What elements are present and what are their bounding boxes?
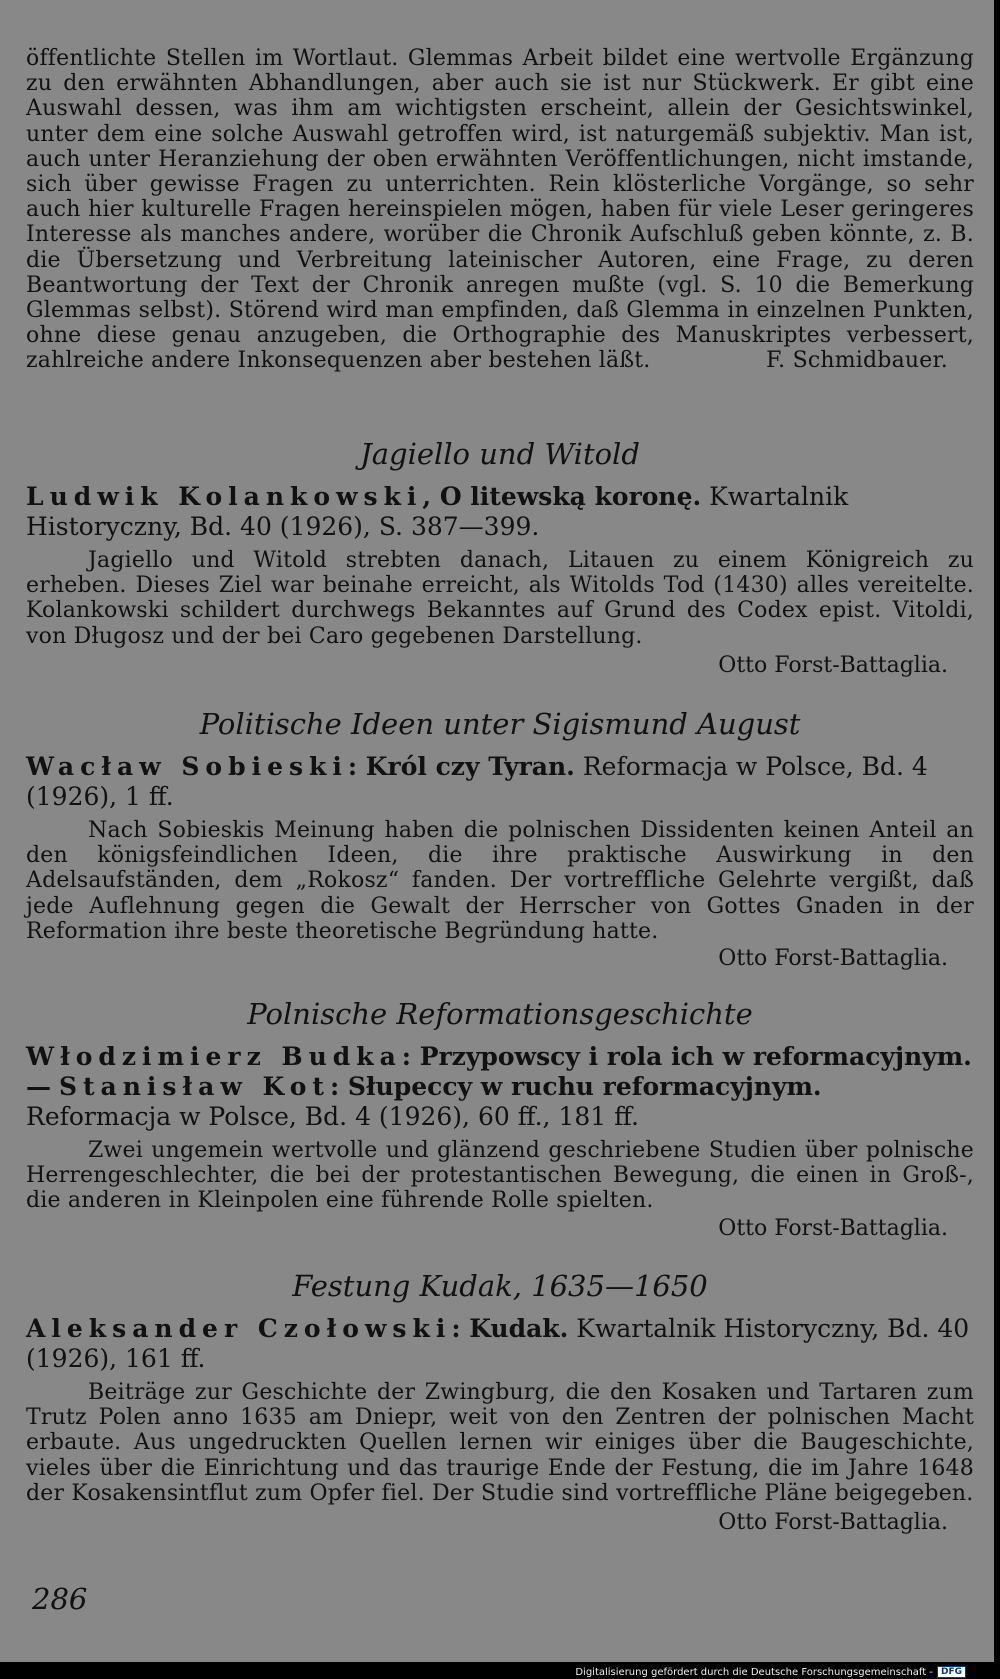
bibliographic-entry [26,1042,974,1132]
entry-source: Kwartalnik Historyczny, Bd. 40 (1926), 161 ff. [26,1314,970,1373]
review-section [26,706,974,971]
entry-title: : Król czy Tyran. [347,752,575,781]
entry-title: : Przypowscy i rola ich w reformacyjnym. — [26,1042,972,1101]
entry-title-2: : Słupeccy w ruchu reformacyjnym. [329,1072,822,1101]
dfg-logo: DFG [937,1666,966,1678]
review-body: Beiträge zur Geschichte der Zwingburg, die den Kosaken und Tartaren zum Trutz Polen anno 1635 am Dniepr, weit von den Zentren der polnischen Macht erbaute. Aus ungedruckten Quellen lernen wir einiges über die Baugeschichte, vieles über die Einrichtung und das traurige Ende der Festung, die im Jahre 1648 der Kosakensintflut zum Opfer fiel. Der Studie sind vortreffliche Pläne beigegeben. [26,1380,974,1506]
review-signature: Otto Forst-Battaglia. [718,652,948,678]
entry-source: Reformacja w Polsce, Bd. 4 (1926), 60 ff., 181 ff. [26,1102,639,1131]
section-heading: Festung Kudak, 1635—1650 [292,1269,708,1303]
digitization-footer [575,1666,966,1678]
review-body: Zwei ungemein wertvolle und glänzend geschriebene Studien über polnische Herrengeschlechter, die bei der protestantischen Bewegung, die einen in Groß-, die anderen in Kleinpolen eine führende Rolle spielten. [26,1138,974,1214]
bibliographic-entry [26,752,974,812]
review-body: Jagiello und Witold strebten danach, Litauen zu einem Königreich zu erheben. Dieses Ziel war beinahe erreicht, als Witolds Tod (1430) alles vereitelte. Kolankowski schildert durchwegs Bekanntes auf Grund des Codex epist. Vitoldi, von Długosz und der bei Caro gegebenen Darstellung. [26,548,974,649]
review-signature: Otto Forst-Battaglia. [718,946,948,972]
section-heading: Polnische Reformationsgeschichte [247,997,753,1031]
entry-author: Aleksander Czołowski [26,1314,452,1343]
entry-source: Kwartalnik Historyczny, Bd. 40 (1926), S. 387—399. [26,482,849,541]
entry-title: : Kudak. [451,1314,569,1343]
intro-signature: F. Schmidbauer. [766,348,948,374]
entry-author: Wacław Sobieski [26,752,348,781]
intro-text: öffentlichte Stellen im Wortlaut. Glemmas Arbeit bildet eine wertvolle Ergänzung zu den erwähnten Abhandlungen, aber auch sie ist nur Stückwerk. Er gibt eine Auswahl dessen, was ihm am wichtigsten erscheint, allein der Gesichtswinkel, unter dem eine solche Auswahl getroffen wird, ist naturgemäß subjektiv. Man ist, auch unter Heranziehung der oben erwähnten Veröffentlichungen, nicht imstande, sich über gewisse Fragen zu unterrichten. Rein klösterliche Vorgänge, so sehr auch hier kulturelle Fragen hereinspielen mögen, haben für viele Leser geringeres Interesse als manches andere, worüber die Chronik Aufschluß geben könnte, z. B. die Übersetzung und Verbreitung lateinischer Autoren, eine Frage, zu deren Beantwortung der Text der Chronik anregen mußte (vgl. S. 10 die Bemerkung Glemmas selbst). Störend wird man empfinden, daß Glemma in einzelnen Punkten, ohne diese genau anzugeben, die Orthographie des Manuskriptes verbessert, zahlreiche andere Inkonsequenzen aber bestehen läßt. [26,46,974,374]
section-heading: Jagiello und Witold [360,437,640,471]
bibliographic-entry [26,1314,974,1374]
review-signature: Otto Forst-Battaglia. [718,1510,948,1536]
section-heading: Politische Ideen unter Sigismund August [199,707,801,741]
review-body: Nach Sobieskis Meinung haben die polnischen Dissidenten keinen Anteil an den königsfeindlichen Ideen, die ihre praktische Auswirkung in den Adelsaufständen, dem „Rokosz“ fanden. Der vortreffliche Gelehrte vergißt, daß jede Auflehnung gegen die Gewalt der Herrscher von Gottes Gnaden in der Reformation ihre beste theoretische Begründung hatte. [26,818,974,944]
intro-section [26,46,974,374]
review-section [26,996,974,1241]
entry-author-2: Stanisław Kot [58,1072,330,1101]
entry-author: Włodzimierz Budka [26,1042,402,1071]
entry-source: Reformacja w Polsce, Bd. 4 (1926), 1 ff. [26,752,928,811]
entry-title: , O litewską koronę. [422,482,702,511]
review-signature: Otto Forst-Battaglia. [718,1215,948,1241]
review-section [26,1268,974,1535]
bibliographic-entry [26,482,974,542]
review-section [26,436,974,678]
intro-paragraph [26,46,974,374]
footer-text: Digitalisierung gefördert durch die Deutsche Forschungsgemeinschaft - [575,1666,933,1678]
page-number: 286 [32,1582,88,1616]
entry-author: Ludwik Kolankowski [26,482,423,511]
